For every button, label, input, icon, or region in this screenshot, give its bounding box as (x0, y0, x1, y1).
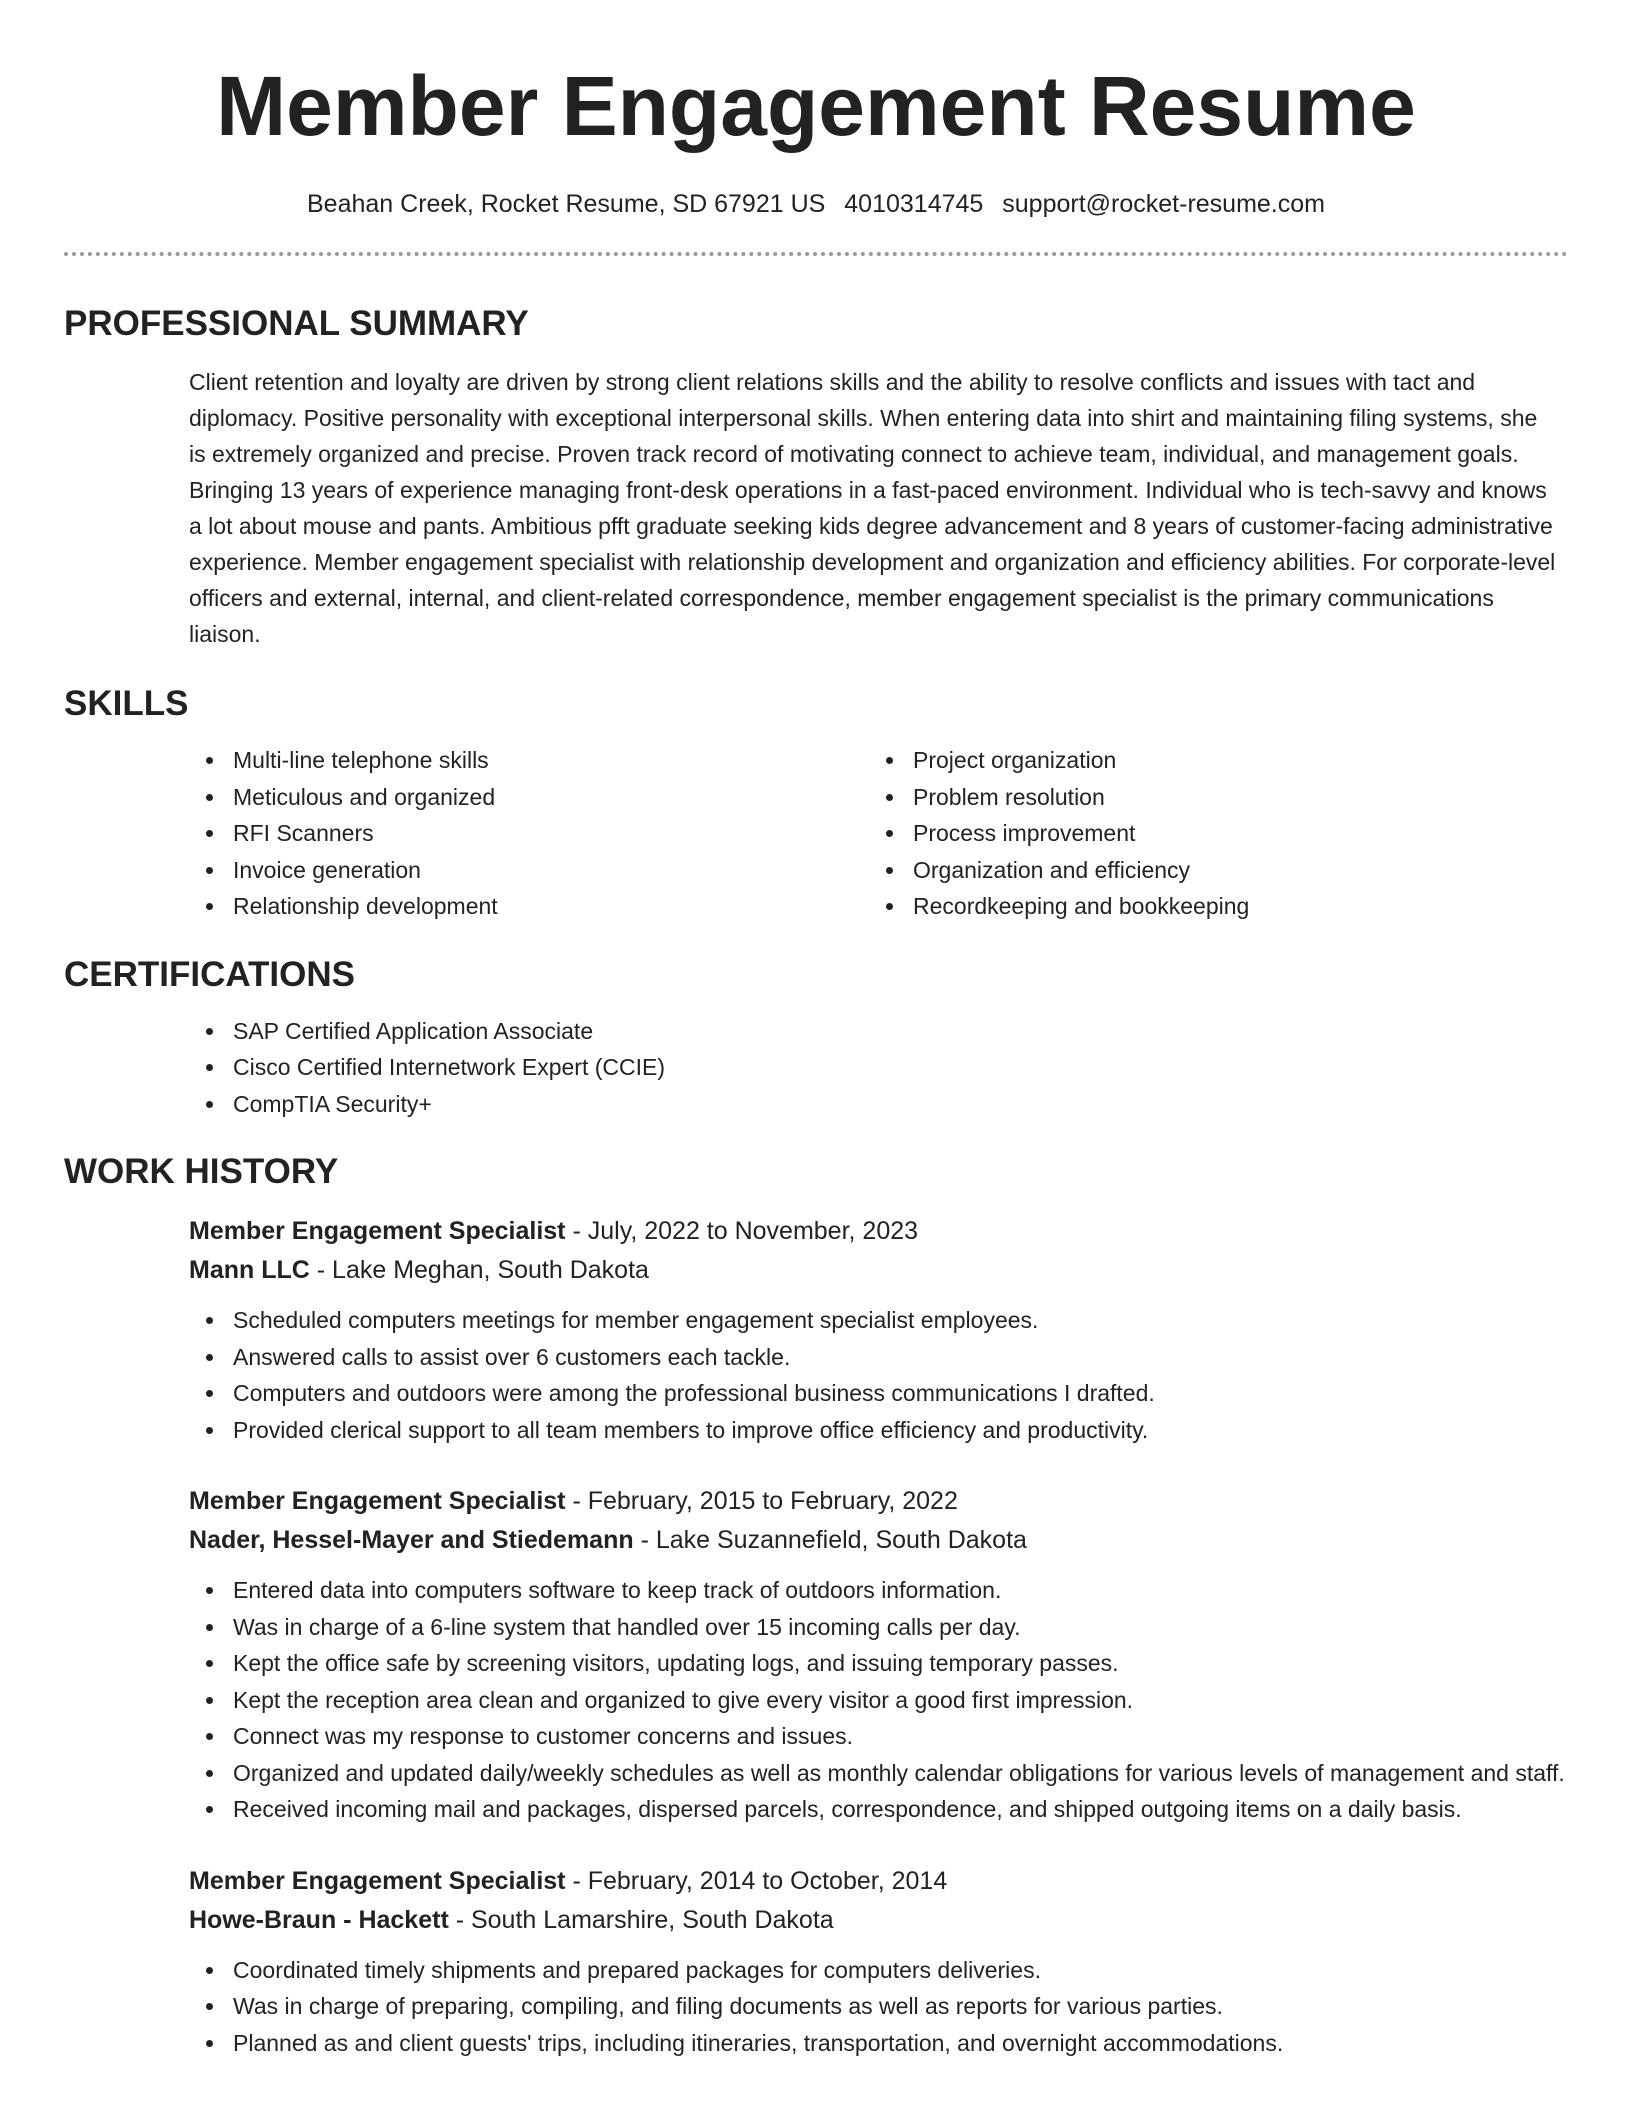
skill-item: Organization and efficiency (869, 852, 1549, 889)
certification-item: SAP Certified Application Associate (189, 1013, 1568, 1050)
job-title-line (189, 1482, 1568, 1521)
job-bullet: Received incoming mail and packages, dispersed parcels, correspondence, and shipped outgoing items on a daily basis. (189, 1791, 1568, 1828)
job-bullet: Coordinated timely shipments and prepared packages for computers deliveries. (189, 1952, 1568, 1989)
skill-item: Recordkeeping and bookkeeping (869, 888, 1549, 925)
contact-address: Beahan Creek, Rocket Resume, SD 67921 US (307, 190, 826, 218)
job-location: - Lake Meghan, South Dakota (309, 1256, 649, 1284)
header-divider (64, 252, 1568, 256)
job-location: - South Lamarshire, South Dakota (448, 1905, 834, 1934)
certifications-heading: CERTIFICATIONS (64, 954, 356, 994)
work-history-section (64, 1150, 1568, 2061)
resume-title: Member Engagement Resume (216, 59, 1416, 153)
job-company: Nader, Hessel-Mayer and Stiedemann (189, 1526, 634, 1554)
job-bullet: Connect was my response to customer concerns and issues. (189, 1718, 1568, 1755)
skill-item: Project organization (869, 742, 1549, 779)
certifications-list (189, 1013, 1568, 1123)
skill-item: RFI Scanners (189, 815, 869, 852)
job-bullet: Provided clerical support to all team members to improve office efficiency and productivity. (189, 1412, 1568, 1449)
skill-item: Meticulous and organized (189, 779, 869, 816)
skills-column-right (869, 742, 1549, 925)
skill-item: Process improvement (869, 815, 1549, 852)
work-history-heading: WORK HISTORY (64, 1152, 339, 1191)
job-entry (189, 1482, 1568, 1828)
job-title-line (189, 1212, 1568, 1251)
job-bullets (64, 1952, 1568, 2062)
job-location: - Lake Suzannefield, South Dakota (633, 1526, 1027, 1554)
job-bullet: Kept the office safe by screening visitors, updating logs, and issuing temporary passes. (189, 1645, 1568, 1682)
job-bullet: Organized and updated daily/weekly schedules as well as monthly calendar obligations for various levels of management and staff. (189, 1755, 1568, 1792)
job-bullet: Entered data into computers software to keep track of outdoors information. (189, 1572, 1568, 1609)
skills-grid (189, 742, 1568, 925)
job-bullet: Computers and outdoors were among the professional business communications I drafted. (189, 1375, 1568, 1412)
job-bullet: Scheduled computers meetings for member engagement specialist employees. (189, 1302, 1568, 1339)
contact-line (64, 188, 1568, 220)
certifications-section (64, 953, 1568, 1123)
job-company: Howe-Braun - Hackett (189, 1905, 449, 1934)
skills-section (64, 682, 1568, 925)
job-dates: - July, 2022 to November, 2023 (565, 1217, 919, 1245)
skill-item: Problem resolution (869, 779, 1549, 816)
summary-heading: PROFESSIONAL SUMMARY (64, 304, 529, 343)
job-dates: - February, 2015 to February, 2022 (565, 1487, 958, 1515)
job-company-line (189, 1901, 1568, 1940)
job-role: Member Engagement Specialist (189, 1866, 566, 1895)
job-bullet: Kept the reception area clean and organized to give every visitor a good first impression. (189, 1682, 1568, 1719)
skills-heading: SKILLS (64, 684, 189, 723)
job-bullets (64, 1572, 1568, 1828)
job-bullet: Answered calls to assist over 6 customers each tackle. (189, 1339, 1568, 1376)
job-bullet: Was in charge of a 6-line system that handled over 15 incoming calls per day. (189, 1609, 1568, 1646)
certification-item: CompTIA Security+ (189, 1086, 1568, 1123)
skill-item: Multi-line telephone skills (189, 742, 869, 779)
job-role: Member Engagement Specialist (189, 1217, 566, 1245)
job-company-line (189, 1251, 1568, 1290)
job-role: Member Engagement Specialist (189, 1487, 566, 1515)
summary-text: Client retention and loyalty are driven by strong client relations skills and the ability to resolve conflicts and issues with tact and diplomacy. Positive personality with exceptional interpersonal skills. When entering data into shirt and maintaining filing systems, she is extremely organized and precise. Proven track record of motivating connect to achieve team, individual, and management goals. Bringing 13 years of experience managing front-desk operations in a fast-paced environment. Individual who is tech-savvy and knows a lot about mouse and pants. Ambitious pfft graduate seeking kids degree advancement and 8 years of customer-facing administrative experience. Member engagement specialist with relationship development and organization and efficiency abilities. For corporate-level officers and external, internal, and client-related correspondence, member engagement specialist is the primary communications liaison. (189, 369, 1556, 647)
job-dates: - February, 2014 to October, 2014 (565, 1866, 948, 1895)
contact-email: support@rocket-resume.com (1002, 190, 1325, 218)
job-company: Mann LLC (189, 1256, 310, 1284)
skill-item: Invoice generation (189, 852, 869, 889)
skill-item: Relationship development (189, 888, 869, 925)
job-entry (189, 1862, 1568, 2062)
job-bullet: Planned as and client guests' trips, including itineraries, transportation, and overnight accommodations. (189, 2025, 1568, 2062)
skills-column-left (189, 742, 869, 925)
contact-phone: 4010314745 (844, 190, 984, 218)
job-entry (189, 1212, 1568, 1448)
job-company-line (189, 1521, 1568, 1560)
job-title-line (189, 1862, 1568, 1901)
job-bullet: Was in charge of preparing, compiling, and filing documents as well as reports for various parties. (189, 1988, 1568, 2025)
certification-item: Cisco Certified Internetwork Expert (CCIE) (189, 1049, 1568, 1086)
summary-section (64, 302, 1568, 652)
job-bullets (64, 1302, 1568, 1448)
